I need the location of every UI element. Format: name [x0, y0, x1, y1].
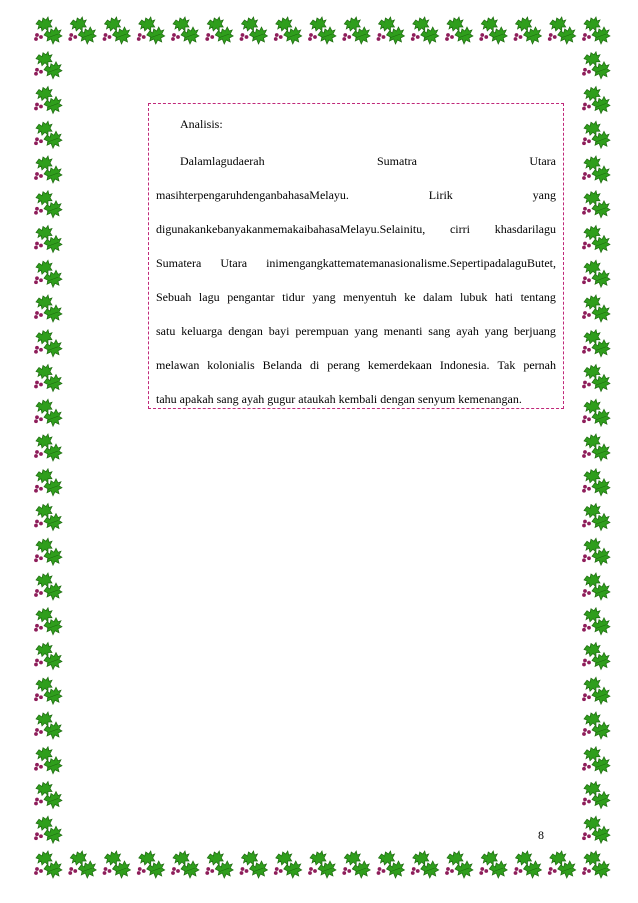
holly-leaf-icon — [582, 504, 610, 531]
holly-leaf-icon — [582, 782, 610, 809]
paragraph-word: menanti — [383, 324, 423, 338]
holly-leaf-icon — [34, 677, 62, 704]
holly-leaf-icon — [514, 851, 542, 878]
paragraph-line — [156, 188, 556, 202]
paragraph-word: lubuk — [460, 290, 488, 304]
holly-leaf-icon — [582, 677, 610, 704]
paragraph-word: tidur — [282, 290, 305, 304]
paragraph-word: bayi — [268, 324, 290, 338]
holly-leaf-icon — [68, 17, 96, 44]
holly-leaf-icon — [582, 260, 610, 287]
paragraph-word: inimengangkattematemanasionalisme.SepertipadalaguButet, — [266, 256, 556, 270]
paragraph-word: cirri — [449, 222, 470, 236]
holly-leaf-icon — [34, 747, 62, 774]
holly-leaf-icon — [582, 538, 610, 565]
paragraph-word: satu — [156, 324, 176, 338]
holly-leaf-icon — [137, 851, 165, 878]
paragraph-word: Tak — [497, 358, 516, 372]
holly-leaf-icon — [34, 434, 62, 461]
holly-leaf-icon — [582, 434, 610, 461]
paragraph-word: yang — [354, 324, 378, 338]
holly-leaf-icon — [34, 365, 62, 392]
holly-leaf-icon — [411, 17, 439, 44]
holly-leaf-icon — [548, 851, 576, 878]
holly-leaf-icon — [514, 17, 542, 44]
paragraph-word: Lirik — [428, 188, 453, 202]
holly-leaf-icon — [445, 17, 473, 44]
holly-leaf-icon — [171, 17, 199, 44]
holly-leaf-icon — [240, 851, 268, 878]
paragraph-word: Sebuah — [156, 290, 192, 304]
holly-leaf-icon — [582, 712, 610, 739]
holly-leaf-icon — [479, 851, 507, 878]
holly-leaf-icon — [103, 17, 131, 44]
holly-leaf-icon — [377, 851, 405, 878]
paragraph-word: pernah — [523, 358, 556, 372]
paragraph-word: kemerdekaan — [367, 358, 432, 372]
holly-leaf-icon — [582, 608, 610, 635]
paragraph-word: dengan — [228, 324, 263, 338]
holly-leaf-icon — [342, 17, 370, 44]
holly-leaf-icon — [34, 399, 62, 426]
holly-leaf-icon — [34, 816, 62, 843]
paragraph-line — [156, 290, 556, 304]
holly-leaf-icon — [34, 504, 62, 531]
paragraph-line — [156, 256, 556, 270]
holly-leaf-icon — [582, 747, 610, 774]
holly-leaf-icon — [582, 121, 610, 148]
holly-leaf-icon — [582, 365, 610, 392]
paragraph-word: tahu apakah sang ayah gugur ataukah kembali dengan senyum kemenangan. — [156, 392, 522, 406]
holly-leaf-icon — [582, 226, 610, 253]
paragraph-word: sang — [428, 324, 451, 338]
paragraph-line — [156, 154, 556, 168]
holly-leaf-icon — [34, 191, 62, 218]
paragraph-word: yang — [532, 188, 556, 202]
holly-leaf-icon — [205, 17, 233, 44]
holly-leaf-icon — [342, 851, 370, 878]
paragraph-line — [156, 324, 556, 338]
paragraph-line — [156, 358, 556, 372]
analysis-box — [148, 103, 564, 409]
paragraph-word: Dalamlagudaerah — [180, 154, 265, 168]
paragraph-word: Utara — [529, 154, 556, 168]
holly-leaf-icon — [34, 608, 62, 635]
paragraph-word: Sumatra — [376, 154, 417, 168]
holly-leaf-icon — [34, 712, 62, 739]
holly-leaf-icon — [582, 52, 610, 79]
paragraph-word: perempuan — [295, 324, 349, 338]
holly-leaf-icon — [205, 851, 233, 878]
paragraph-word: Indonesia. — [439, 358, 490, 372]
holly-leaf-icon — [68, 851, 96, 878]
holly-leaf-icon — [34, 17, 62, 44]
paragraph-word: yang — [484, 324, 509, 338]
holly-leaf-icon — [582, 469, 610, 496]
holly-leaf-icon — [274, 851, 302, 878]
paragraph-word: berjuang — [513, 324, 556, 338]
paragraph-word: kolonialis — [207, 358, 255, 372]
holly-leaf-icon — [34, 782, 62, 809]
holly-leaf-icon — [411, 851, 439, 878]
holly-leaf-icon — [34, 52, 62, 79]
paragraph-word: di — [309, 358, 320, 372]
paragraph-word: Sumatera — [156, 256, 202, 270]
paragraph-line — [156, 392, 556, 406]
paragraph-word: dalam — [423, 290, 453, 304]
holly-leaf-icon — [34, 87, 62, 114]
paragraph-word: keluarga — [181, 324, 223, 338]
holly-leaf-icon — [445, 851, 473, 878]
paragraph-word: Belanda — [262, 358, 302, 372]
paragraph-word: perang — [327, 358, 360, 372]
holly-leaf-icon — [103, 851, 131, 878]
paragraph-line — [156, 222, 556, 236]
holly-leaf-icon — [34, 330, 62, 357]
paragraph-word: hati — [494, 290, 513, 304]
paragraph-word: melawan — [156, 358, 200, 372]
holly-leaf-icon — [582, 191, 610, 218]
analysis-paragraph — [156, 154, 556, 406]
holly-leaf-icon — [479, 17, 507, 44]
holly-leaf-icon — [582, 17, 610, 44]
paragraph-word: menyentuh — [343, 290, 397, 304]
holly-leaf-icon — [308, 17, 336, 44]
holly-leaf-icon — [582, 295, 610, 322]
holly-leaf-icon — [582, 643, 610, 670]
holly-leaf-icon — [377, 17, 405, 44]
holly-leaf-icon — [582, 399, 610, 426]
paragraph-word: khasdarilagu — [494, 222, 556, 236]
paragraph-word: ke — [404, 290, 416, 304]
holly-leaf-icon — [137, 17, 165, 44]
holly-leaf-icon — [34, 156, 62, 183]
holly-leaf-icon — [34, 538, 62, 565]
holly-leaf-icon — [34, 573, 62, 600]
holly-leaf-icon — [582, 851, 610, 878]
paragraph-word: masihterpengaruhdenganbahasaMelayu. — [156, 188, 349, 202]
paragraph-word: pengantar — [227, 290, 275, 304]
holly-leaf-icon — [34, 260, 62, 287]
holly-leaf-icon — [34, 469, 62, 496]
paragraph-word: ayah — [456, 324, 479, 338]
holly-leaf-icon — [240, 17, 268, 44]
holly-leaf-icon — [548, 17, 576, 44]
paragraph-word: yang — [312, 290, 336, 304]
holly-leaf-icon — [171, 851, 199, 878]
holly-leaf-icon — [582, 87, 610, 114]
holly-leaf-icon — [34, 295, 62, 322]
holly-leaf-icon — [34, 121, 62, 148]
holly-leaf-icon — [582, 330, 610, 357]
holly-leaf-icon — [582, 156, 610, 183]
holly-leaf-icon — [274, 17, 302, 44]
page-number: 8 — [538, 828, 544, 842]
holly-leaf-icon — [582, 816, 610, 843]
analysis-heading: Analisis: — [180, 117, 223, 131]
paragraph-word: Utara — [220, 256, 248, 270]
holly-leaf-icon — [34, 226, 62, 253]
paragraph-word: lagu — [198, 290, 220, 304]
holly-leaf-icon — [34, 643, 62, 670]
paragraph-word: tentang — [520, 290, 556, 304]
holly-leaf-icon — [308, 851, 336, 878]
holly-leaf-icon — [582, 573, 610, 600]
holly-leaf-icon — [34, 851, 62, 878]
paragraph-word: digunakankebanyakanmemakaibahasaMelayu.Selainitu, — [156, 222, 426, 236]
